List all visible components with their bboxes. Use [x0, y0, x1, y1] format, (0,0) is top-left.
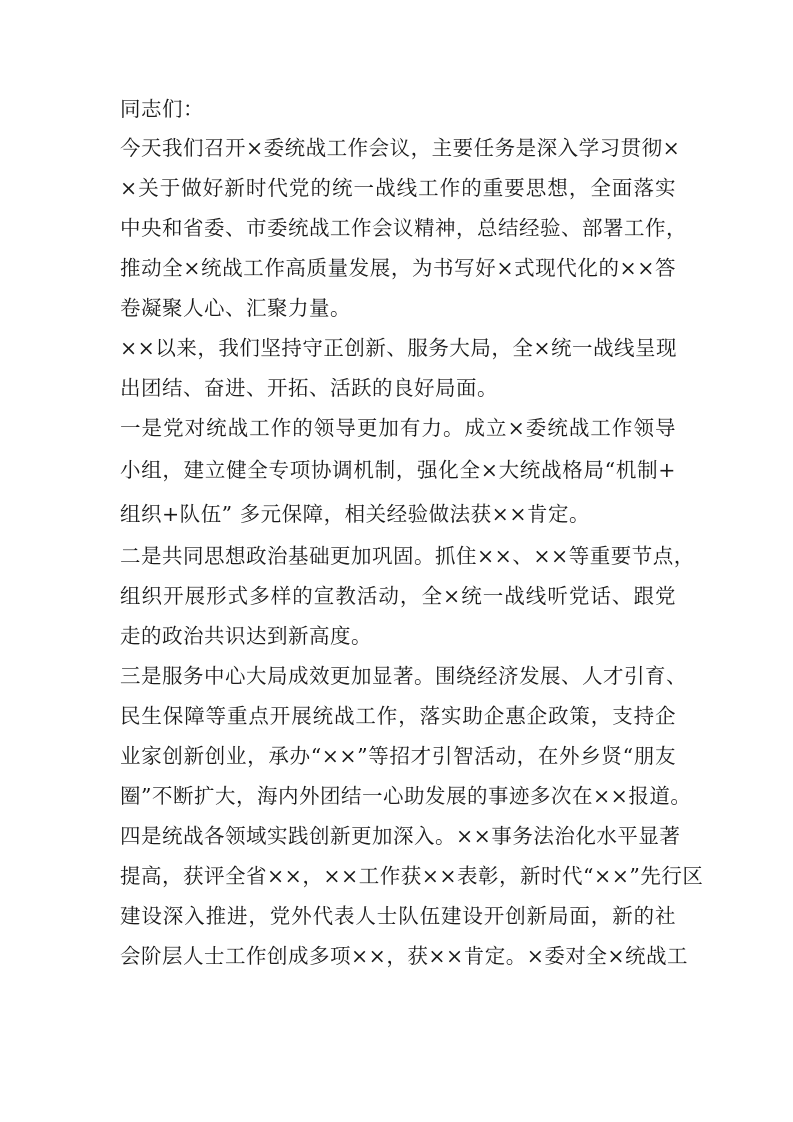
text-line: 提高，获评全省××，××工作获××表彰，新时代“××”先行区: [120, 864, 704, 888]
text-line: 走的政治共识达到新高度。: [120, 624, 372, 648]
paragraph-opening: [120, 128, 687, 328]
paragraph-point-four: [120, 816, 704, 976]
text-line: 会阶层人士工作创成多项××，获××肯定。×委对全×统战工: [120, 944, 689, 968]
text-line: 一是党对统战工作的领导更加有力。成立×委统战工作领导: [120, 416, 676, 440]
text-line: 小组，建立健全专项协调机制，强化全×大统战格局“机制+: [120, 458, 676, 482]
paragraph-summary: [120, 328, 676, 408]
text-line: 推动全×统战工作高质量发展，为书写好×式现代化的××答: [120, 256, 676, 280]
text-line: 三是服务中心大局成效更加显著。围绕经济发展、人才引育、: [120, 664, 687, 688]
text-line: 今天我们召开×委统战工作会议，主要任务是深入学习贯彻×: [120, 136, 681, 160]
text-line: 卷凝聚人心、汇聚力量。: [120, 296, 351, 320]
text-line: 四是统战各领域实践创新更加深入。××事务法治化水平显著: [120, 824, 681, 848]
text-line: 二是共同思想政治基础更加巩固。抓住××、××等重要节点，: [120, 544, 695, 568]
text-line: 组织+队伍” 多元保障，相关经验做法获××肯定。: [120, 502, 591, 526]
text-line: 出团结、奋进、开拓、活跃的良好局面。: [120, 376, 498, 400]
text-line: 民生保障等重点开展统战工作，落实助企惠企政策，支持企: [120, 704, 676, 728]
paragraph-point-three: [120, 656, 692, 816]
text-line: ×关于做好新时代党的统一战线工作的重要思想，全面落实: [120, 176, 676, 200]
paragraph-point-one: [120, 408, 676, 536]
text-line: 组织开展形式多样的宣教活动，全×统一战线听党话、跟党: [120, 584, 676, 608]
text-line: 建设深入推进，党外代表人士队伍建设开创新局面，新的社: [120, 904, 676, 928]
text-line: 业家创新创业，承办“××”等招才引智活动，在外乡贤“朋友: [120, 744, 676, 768]
text-line: 圈”不断扩大，海内外团结一心助发展的事迹多次在××报道。: [120, 784, 692, 808]
salutation: 同志们：: [120, 97, 204, 121]
speech-body: [120, 90, 704, 976]
paragraph-point-two: [120, 536, 695, 656]
text-line: ××以来，我们坚持守正创新、服务大局，全×统一战线呈现: [120, 336, 678, 360]
text-line: 中央和省委、市委统战工作会议精神，总结经验、部署工作，: [120, 216, 687, 240]
